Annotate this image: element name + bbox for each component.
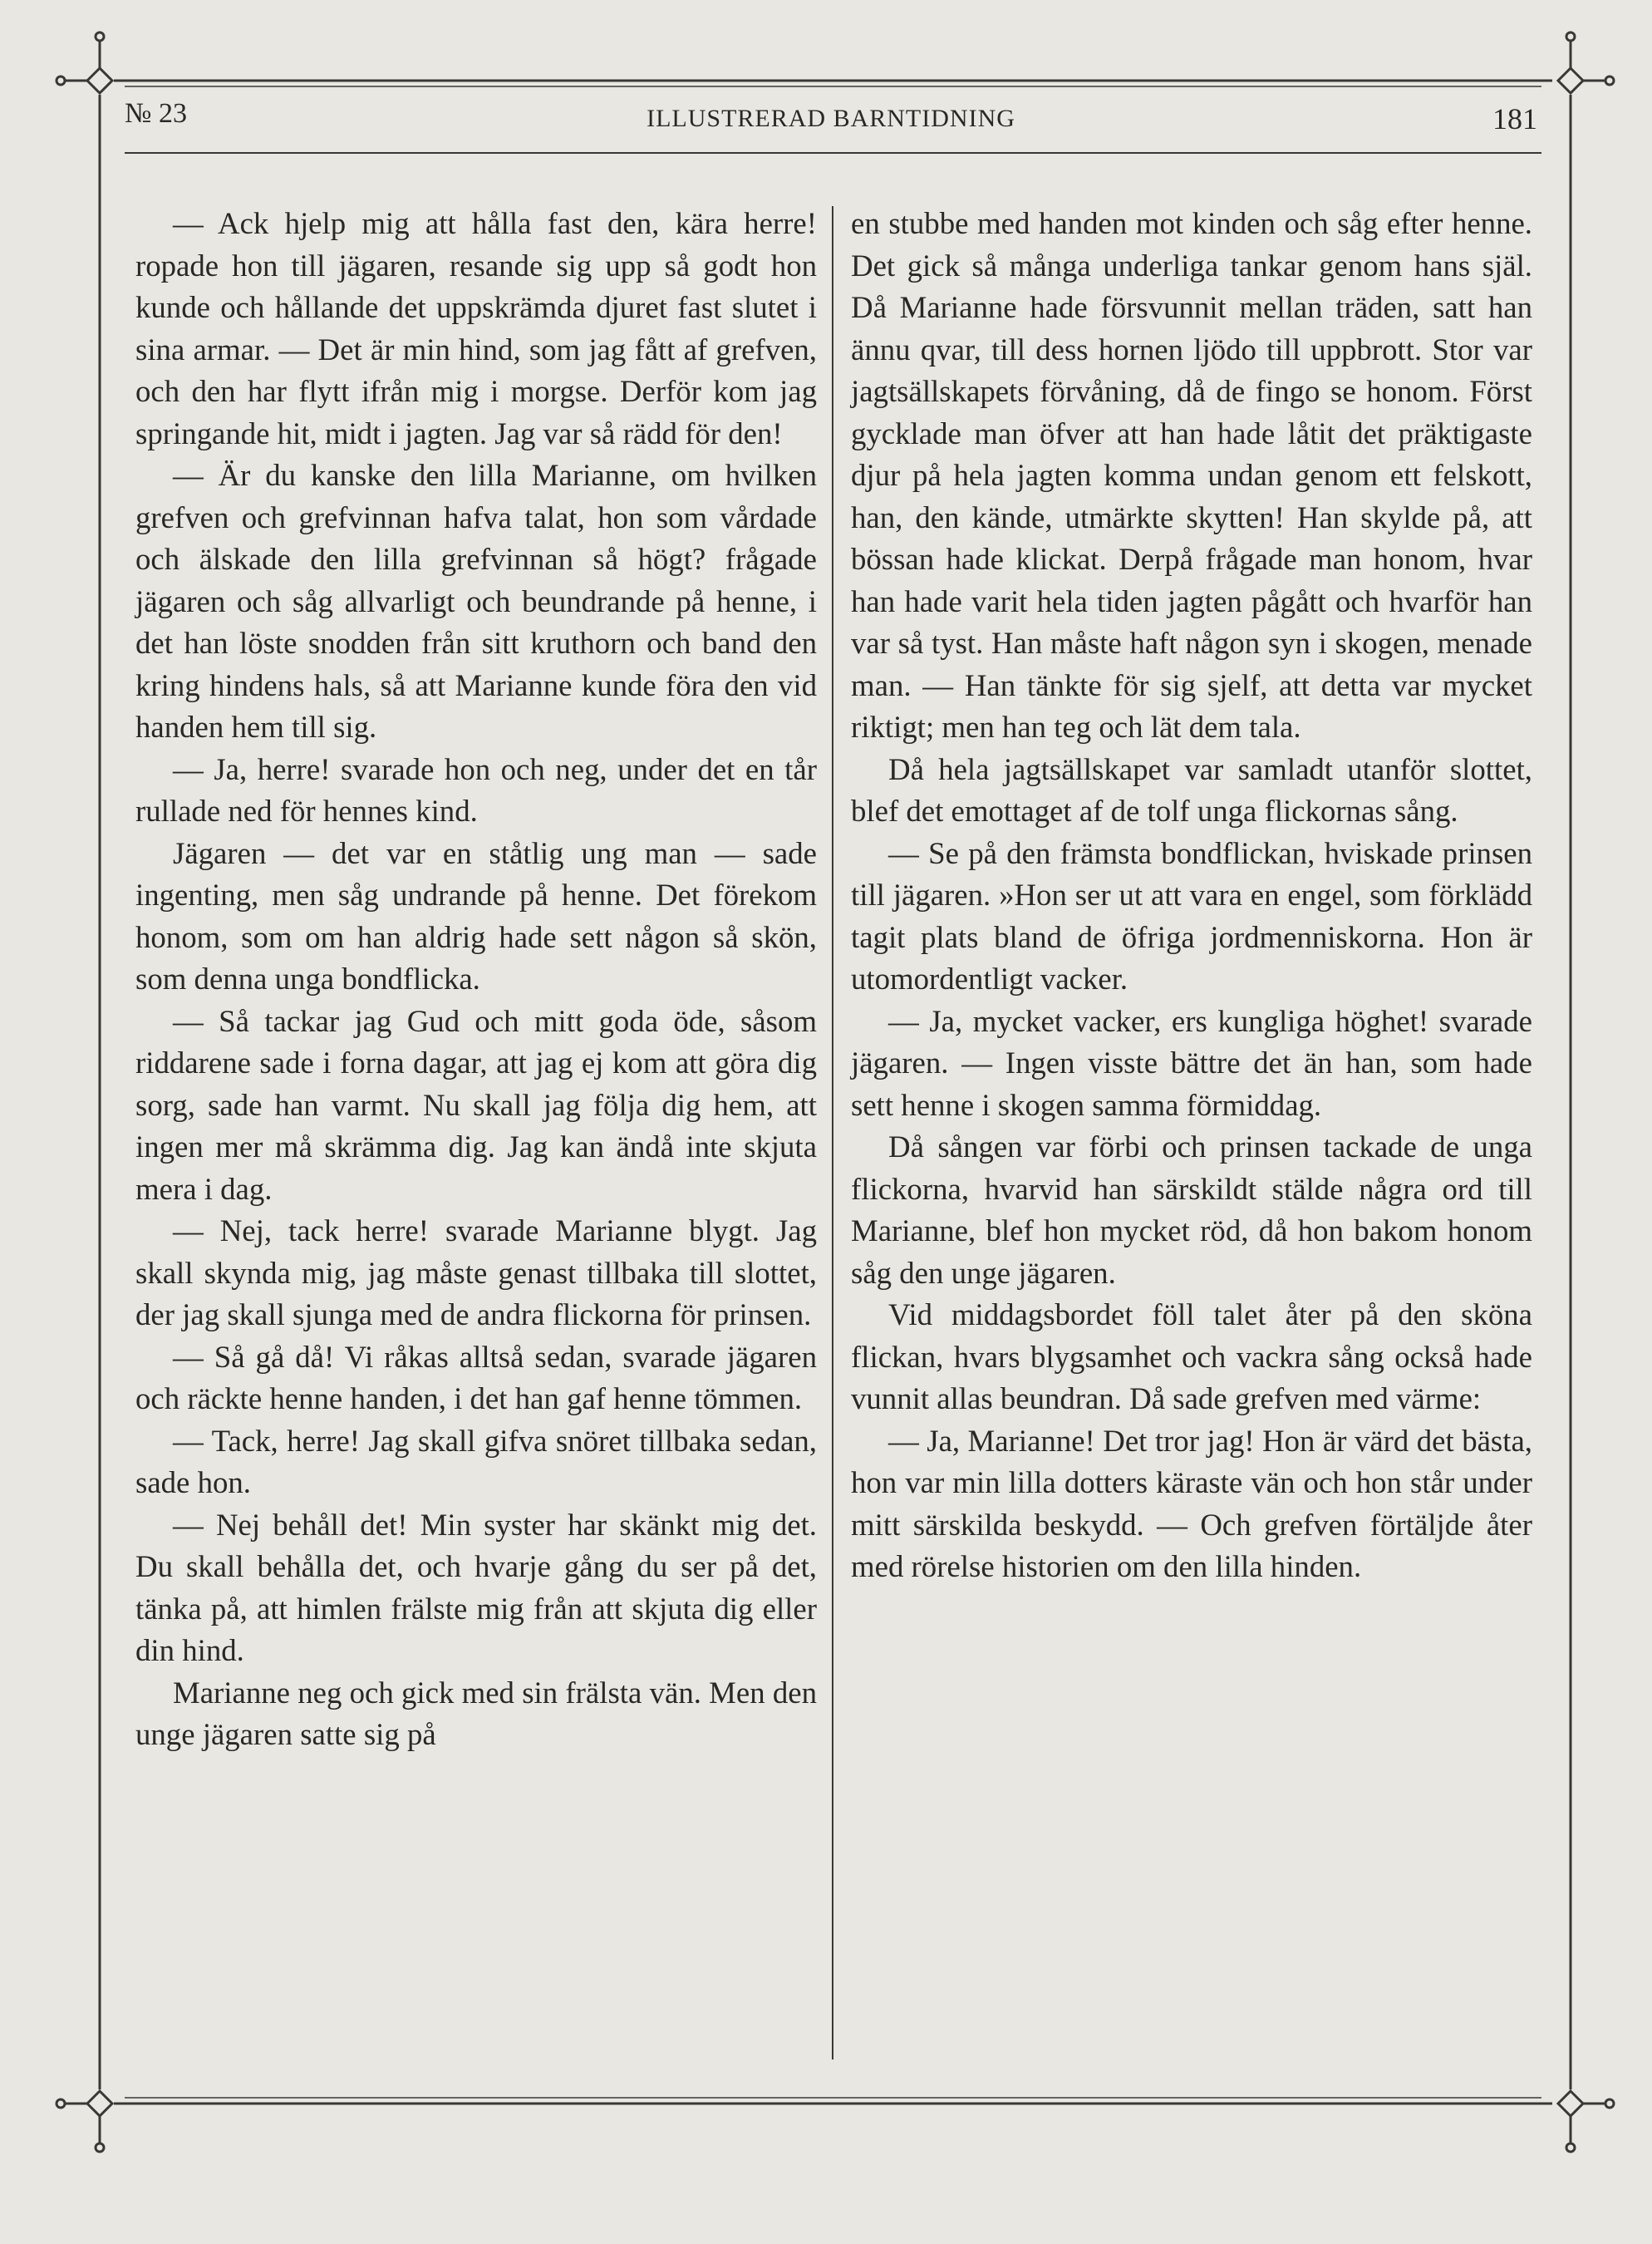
page-header	[125, 98, 1537, 148]
paragraph: — Ja, mycket vacker, ers kungliga höghet! svarade jägaren. — Ingen visste bättre det än han, som hade sett henne i skogen samma förmiddag.	[851, 1003, 1532, 1122]
corner-ornament-top-left	[57, 32, 112, 93]
paragraph: — Nej behåll det! Min syster har skänkt mig det. Du skall behålla det, och hvarje gång du ser på det, tänka på, att himlen frälste mig från att skjuta dig eller din hind.	[135, 1507, 817, 1667]
corner-ornament-bottom-right	[1558, 2091, 1614, 2152]
paragraph: — Tack, herre! Jag skall gifva snöret tillbaka sedan, sade hon.	[135, 1423, 817, 1499]
publication-title: ILLUSTRERAD BARNTIDNING	[647, 105, 1015, 132]
paragraph: Vid middagsbordet föll talet åter på den sköna flickan, hvars blygsamhet och vackra sång också hade vunnit allas beundran. Då sade grefven med värme:	[851, 1297, 1532, 1415]
paragraph: — Ja, herre! svarade hon och neg, under det en tår rullade ned för hennes kind.	[135, 751, 817, 828]
paragraph: — Så tackar jag Gud och mitt goda öde, såsom riddarene sade i forna dagar, att jag ej kom att göra dig sorg, sade han varmt. Nu skall jag följa dig hem, att ingen mer må skrämma dig. Jag kan ändå inte skjuta mera i dag.	[135, 1003, 817, 1206]
paragraph: — Ja, Marianne! Det tror jag! Hon är värd det bästa, hon var min lilla dotters käraste vän och hon står under mitt särskilda beskydd. — Och grefven förtäljde åter med rörelse historien om den lilla hinden.	[851, 1423, 1532, 1583]
right-column	[851, 203, 1532, 1588]
left-column	[135, 203, 817, 1756]
paragraph: Då hela jagtsällskapet var samladt utanför slottet, blef det emottaget af de tolf unga flickornas sång.	[851, 751, 1532, 828]
paragraph: Jägaren — det var en ståtlig ung man — sade ingenting, men såg undrande på henne. Det förekom honom, som om han aldrig hade sett någon så skön, som denna unga bondflicka.	[135, 835, 817, 996]
issue-number: № 23	[125, 98, 187, 129]
paragraph: — Så gå då! Vi råkas alltså sedan, svarade jägaren och räckte henne handen, i det han gaf henne tömmen.	[135, 1339, 817, 1415]
page-number: 181	[1492, 102, 1537, 135]
paragraph: — Se på den främsta bondflickan, hviskade prinsen till jägaren. »Hon ser ut att vara en engel, som förklädd tagit plats bland de öfriga jordmenniskorna. Hon är utomordentligt vacker.	[851, 835, 1532, 996]
paragraph: Marianne neg och gick med sin frälsta vän. Men den unge jägaren satte sig på	[135, 1675, 817, 1751]
corner-ornament-top-right	[1558, 32, 1614, 93]
corner-ornament-bottom-left	[57, 2091, 112, 2152]
paragraph-continued: en stubbe med handen mot kinden och såg efter henne. Det gick så många underliga tankar genom hans själ. Då Marianne hade försvunnit mellan träden, satt han ännu qvar, till dess hornen ljödo till uppbrott. Stor var jagtsällskapets förvåning, då de fingo se honom. Först gycklade man öfver att han hade låtit det präktigaste djur på hela jagten komma undan genom ett felskott, han, den kände, utmärkte skytten! Han skylde på, att bössan hade klickat. Derpå frågade man honom, hvar han hade varit hela tiden jagten pågått och hvarför han var så tyst. Han måste haft någon syn i skogen, menade man. — Han tänkte för sig sjelf, att detta var mycket riktigt; men han teg och lät dem tala.	[851, 206, 1532, 744]
paragraph: — Nej, tack herre! svarade Marianne blygt. Jag skall skynda mig, jag måste genast tillbaka till slottet, der jag skall sjunga med de andra flickorna för prinsen.	[135, 1213, 817, 1331]
paragraph: Då sången var förbi och prinsen tackade de unga flickorna, hvarvid han särskildt stälde några ord till Marianne, blef hon mycket röd, då hon bakom honom såg den unge jägaren.	[851, 1129, 1532, 1290]
paragraph: — Är du kanske den lilla Marianne, om hvilken grefven och grefvinnan hafva talat, hon som vårdade och älskade den lilla grefvinnan så högt? frågade jägaren och såg allvarligt och beundrande på henne, i det han löste snodden från sitt kruthorn och band den kring hindens hals, så att Marianne kunde föra den vid handen hem till sig.	[135, 458, 817, 744]
paragraph: — Ack hjelp mig att hålla fast den, kära herre! ropade hon till jägaren, resande sig upp så godt hon kunde och hållande det uppskrämda djuret fast slutet i sina armar. — Det är min hind, som jag fått af grefven, och den har flytt ifrån mig i morgse. Derför kom jag springande hit, midt i jagten. Jag var så rädd för den!	[135, 206, 817, 450]
